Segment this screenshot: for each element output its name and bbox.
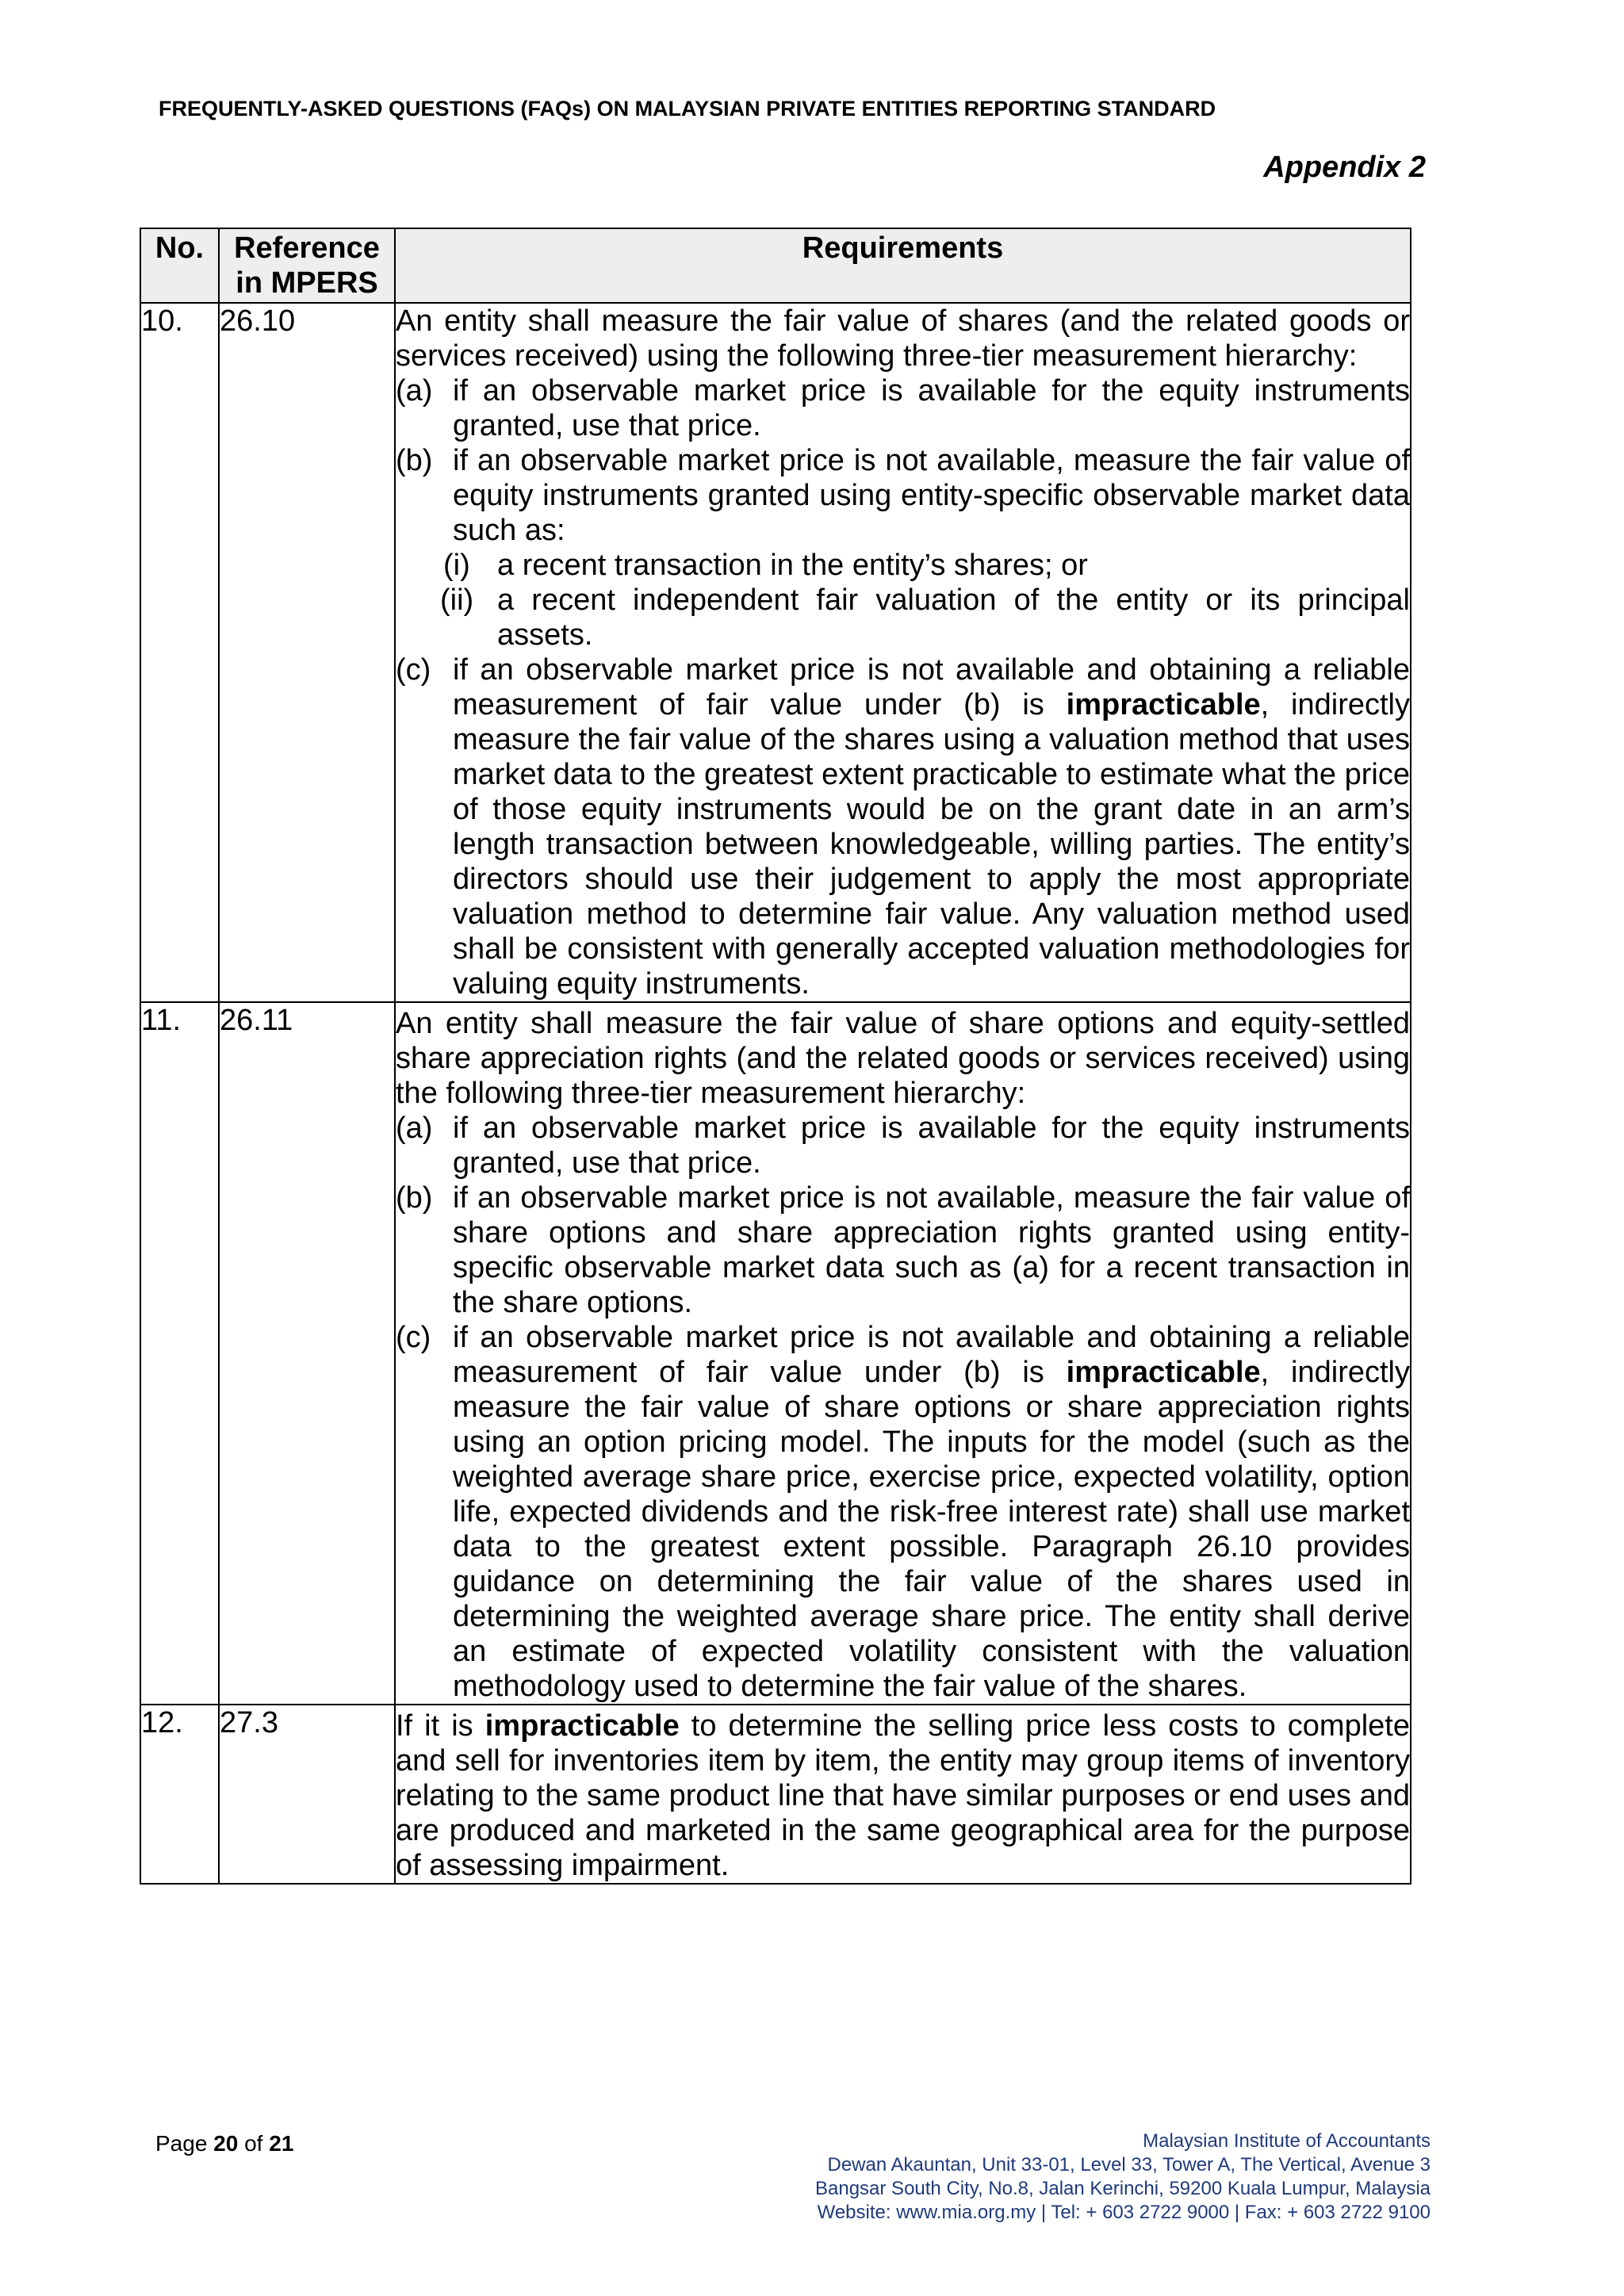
- page-number: [155, 2131, 293, 2156]
- table-row: [140, 1002, 1411, 1705]
- header-requirements: Requirements: [395, 228, 1411, 303]
- table-header-row: [140, 228, 1411, 303]
- row-requirements: [395, 1002, 1411, 1705]
- row-reference: 26.11: [219, 1002, 395, 1705]
- row-requirements: [395, 1705, 1411, 1884]
- item-text: if an observable market price is available for the equity instruments granted, use that price.: [453, 1112, 1410, 1180]
- text-pre: If it is: [396, 1709, 485, 1743]
- item-label: (b): [396, 444, 433, 477]
- item-label: (b): [396, 1181, 433, 1215]
- requirement-item-a: [396, 1111, 1410, 1181]
- document-header: FREQUENTLY-ASKED QUESTIONS (FAQs) ON MALAYSIAN PRIVATE ENTITIES REPORTING STANDARD: [159, 97, 1216, 121]
- item-text: if an observable market price is not available, measure the fair value of equity instruments granted using entity-specific observable market data such as:: [453, 444, 1410, 547]
- page-total: 21: [269, 2131, 294, 2156]
- row-reference: 27.3: [219, 1705, 395, 1884]
- footer-org: Malaysian Institute of Accountants: [1143, 2130, 1431, 2152]
- item-text-pre: if an observable market price is not available and obtaining a reliable measurement of fair value under (b) is: [453, 1321, 1410, 1389]
- requirement-intro: An entity shall measure the fair value of share options and equity-settled share appreciation rights (and the related goods or services received) using the following three-tier measurement hierarchy:: [396, 1007, 1410, 1110]
- page-prefix: Page: [155, 2131, 214, 2156]
- item-label: (a): [396, 374, 433, 408]
- footer-address-line-1: Dewan Akauntan, Unit 33-01, Level 33, Tower A, The Vertical, Avenue 3: [827, 2154, 1431, 2175]
- row-number: 11.: [140, 1002, 219, 1705]
- item-label: (c): [396, 653, 431, 687]
- text-post: to determine the selling price less costs to complete and sell for inventories item by item, the entity may group items of inventory relating to the same product line that have similar purposes or end uses and are produced and marketed in the same geographical area for the purpose of assessing impairment.: [396, 1709, 1410, 1882]
- item-text-bold: impracticable: [1066, 1356, 1261, 1389]
- item-text-post: , indirectly measure the fair value of the shares using a valuation method that uses market data to the greatest extent practicable to estimate what the price of those equity instruments would be on the grant date in an arm’s length transaction between knowledgeable, willing parties. The entity’s directors should use their judgement to apply the most appropriate valuation method to determine fair value. Any valuation method used shall be consistent with generally accepted valuation methodologies for valuing equity instruments.: [453, 688, 1411, 1001]
- requirement-text: [396, 1709, 1410, 1883]
- page-current: 20: [213, 2131, 239, 2156]
- page-of: of: [238, 2131, 270, 2156]
- requirement-subitem-ii: [396, 583, 1410, 652]
- table-row: [140, 303, 1411, 1002]
- requirement-item-c: [396, 1320, 1410, 1704]
- header-reference: Reference in MPERS: [219, 228, 395, 303]
- item-text: if an observable market price is not available, measure the fair value of share options and share appreciation rights granted using entity-specific observable market data such as (a) for a recent transaction in the share options.: [453, 1181, 1410, 1319]
- row-number: 10.: [140, 303, 219, 1002]
- requirement-item-b: [396, 443, 1410, 548]
- row-reference: 26.10: [219, 303, 395, 1002]
- item-text-bold: impracticable: [1066, 688, 1261, 721]
- requirement-item-a: [396, 373, 1410, 443]
- requirement-subitem-i: [396, 548, 1410, 583]
- item-label: (a): [396, 1112, 433, 1145]
- subitem-label: (i): [443, 549, 470, 582]
- item-label: (c): [396, 1321, 431, 1354]
- row-requirements: [395, 303, 1411, 1002]
- header-no: No.: [140, 228, 219, 303]
- footer-contact: [815, 2130, 1431, 2225]
- appendix-label: Appendix 2: [1263, 151, 1426, 184]
- item-text: if an observable market price is available for the equity instruments granted, use that price.: [453, 374, 1410, 442]
- table-row: [140, 1705, 1411, 1884]
- item-text-pre: if an observable market price is not available and obtaining a reliable measurement of fair value under (b) is: [453, 653, 1410, 721]
- subitem-label: (ii): [440, 584, 474, 617]
- subitem-text: a recent independent fair valuation of the entity or its principal assets.: [497, 584, 1410, 652]
- text-bold: impracticable: [485, 1709, 680, 1743]
- row-number: 12.: [140, 1705, 219, 1884]
- requirement-item-b: [396, 1181, 1410, 1320]
- requirements-table: [140, 228, 1411, 1885]
- subitem-text: a recent transaction in the entity’s shares; or: [497, 549, 1088, 582]
- requirement-item-c: [396, 652, 1410, 1001]
- footer-address-line-2: Bangsar South City, No.8, Jalan Kerinchi, 59200 Kuala Lumpur, Malaysia: [815, 2178, 1431, 2199]
- item-text-post: , indirectly measure the fair value of share options or share appreciation rights using an option pricing model. The inputs for the model (such as the weighted average share price, exercise price, expected volatility, option life, expected dividends and the risk-free interest rate) shall use market data to the greatest extent possible. Paragraph 26.10 provides guidance on determining the fair value of the shares used in determining the weighted average share price. The entity shall derive an estimate of expected volatility consistent with the valuation methodology used to determine the fair value of the shares.: [453, 1356, 1411, 1703]
- footer-contact-line: Website: www.mia.org.my | Tel: + 603 2722 9000 | Fax: + 603 2722 9100: [817, 2202, 1431, 2223]
- requirement-intro: An entity shall measure the fair value of shares (and the related goods or services received) using the following three-tier measurement hierarchy:: [396, 304, 1410, 373]
